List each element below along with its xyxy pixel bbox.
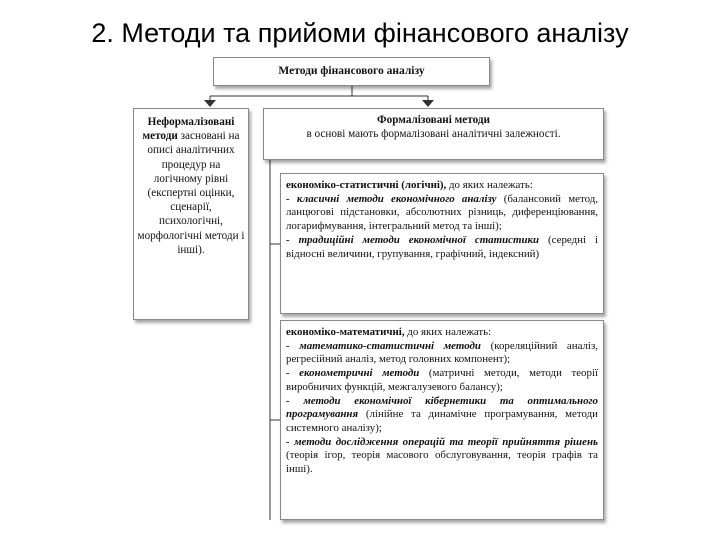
econ-math-box xyxy=(280,320,604,520)
econ-stat-m1-desc: (балансовий метод, ланцюгові підстановки, абсолютних різниць, диференціювання, логарифмування, інтегральний метод та інші); xyxy=(286,192,598,233)
informal-heading: Неформалізовані методи xyxy=(142,116,235,143)
formal-methods-box xyxy=(263,108,604,160)
econ-stat-m1-title: - класичні методи економічного аналізу xyxy=(286,192,497,205)
econ-math-m1-desc: (кореляційний аналіз, регресійний аналіз, метод головних компонент); xyxy=(286,339,598,366)
root-box: Методи фінансового аналізу xyxy=(213,57,490,86)
left-arrow-icon xyxy=(204,100,216,107)
formal-body: в основі мають формалізовані аналітичні залежності. xyxy=(306,128,561,140)
informal-methods-box xyxy=(133,108,249,320)
formal-heading: Формалізовані методи xyxy=(377,114,490,126)
informal-body: засновані на описі аналітичних процедур на логічному рівні (експертні оцінки, сценарії, психологічні, морфологічні методи і інші). xyxy=(137,130,245,256)
slide-title: 2. Методи та прийоми фінансового аналізу xyxy=(91,18,629,48)
econ-math-m2-desc: (матричні методи, методи теорії виробничих функцій, межгалузевого балансу); xyxy=(286,367,598,393)
econ-stat-intro: до яких належать: xyxy=(448,179,533,191)
econ-math-m3-desc: (лінійне та динамічне програмування, методи системного аналізу); xyxy=(286,408,598,434)
econ-math-m2-title: - економетричні методи xyxy=(286,367,420,380)
econ-math-m4-title: - методи дослідження операцій та теорії прийняття рішень xyxy=(286,435,598,448)
right-arrow-icon xyxy=(422,100,434,107)
econ-stat-heading: економіко-статистичні (логічні), xyxy=(286,179,447,191)
econ-math-m1-title: - математико-статистичні методи xyxy=(286,339,481,352)
econ-math-m4-desc: (теорія ігор, теорія масового обслуговування, теорія графів та інші). xyxy=(286,449,598,476)
econ-stat-m2-title: - традиційні методи економічної статистики xyxy=(286,233,540,246)
econ-stat-box xyxy=(280,173,604,314)
econ-math-m3-title: - методи економічної кібернетики та оптимального програмування xyxy=(286,394,598,421)
econ-math-intro: до яких належать: xyxy=(407,326,492,338)
econ-stat-m2-desc: (середні і відносні величини, групування, графічний, індексний) xyxy=(286,233,598,260)
econ-math-heading: економіко-математичні, xyxy=(286,326,405,338)
